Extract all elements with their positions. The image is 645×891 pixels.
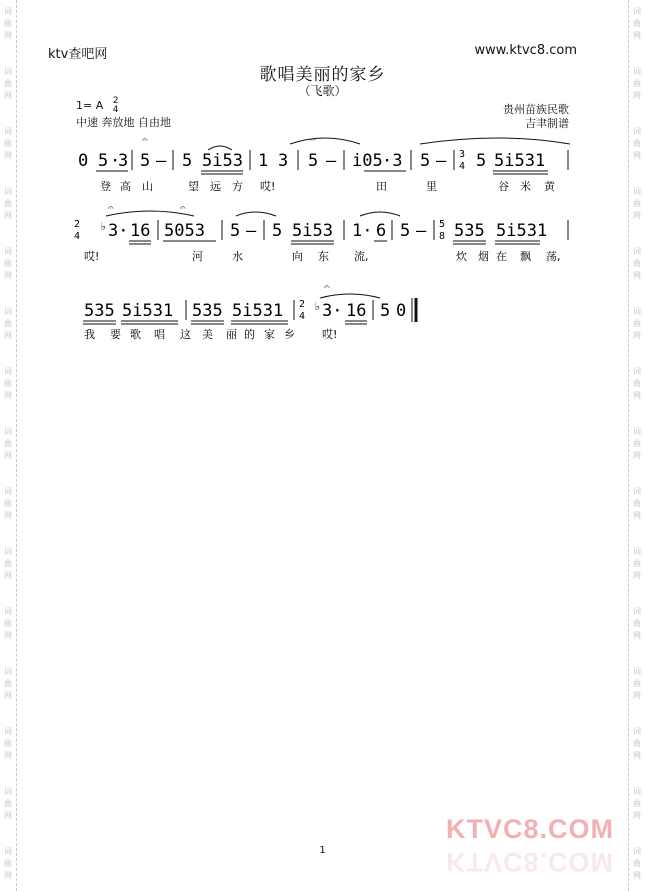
margin-stamp: 网 [4,391,12,400]
margin-stamp: 词 [4,547,12,556]
margin-stamp: 网 [633,571,641,580]
watermark-logo: KTVC8.COM [446,814,615,844]
margin-stamp: 曲 [633,679,641,688]
lyrics-line-1 [100,179,556,193]
time-sig: 2 [299,299,306,310]
margin-stamp: 词 [4,487,12,496]
fermata-icon: 𝄐 [108,203,114,214]
note: 5 [272,221,283,241]
note: 535 [454,221,485,241]
note: 3· [322,301,343,321]
note: 5053 [164,221,205,241]
margin-stamp: 网 [4,271,12,280]
note: 3 [118,151,129,171]
margin-stamp: 词 [633,787,641,796]
note: · [110,151,121,171]
margin-stamp: 曲 [4,139,12,148]
lyric: 流, [354,250,369,263]
note: – [156,151,167,171]
song-title: 歌唱美丽的家乡 [259,65,386,85]
time-sig: 4 [74,231,81,242]
margin-stamp: 网 [4,571,12,580]
fermata-icon: 𝄐 [324,282,330,293]
margin-stamp: 曲 [633,499,641,508]
lyric: 哎! [322,328,338,341]
lyric: 远 [210,180,221,193]
margin-stamp: 词 [633,307,641,316]
lyric: 哎! [84,250,100,263]
margin-stamp: 词 [4,847,12,856]
margin-stamp: 曲 [4,499,12,508]
song-arranger: 吉聿制谱 [525,117,569,130]
margin-stamp: 词 [4,727,12,736]
margin-stamp: 词 [4,307,12,316]
lyric: 丽 [226,328,237,341]
margin-stamp: 曲 [4,739,12,748]
time-sig: 8 [439,231,446,242]
note: – [246,221,257,241]
margin-stamp: 网 [4,751,12,760]
score-line-3 [83,282,416,324]
lyric: 望 [188,180,199,193]
margin-stamp: 曲 [4,859,12,868]
margin-stamp: 词 [633,427,641,436]
score-line-2 [74,203,568,244]
note: 0 [78,151,89,171]
lyric: 要 [110,328,121,341]
note: 5 [476,151,487,171]
note: 535 [192,301,223,321]
note: 5i531 [122,301,174,321]
margin-stamp: 词 [4,787,12,796]
margin-stamp: 曲 [633,619,641,628]
margin-stamp: 词 [633,7,641,16]
note: 5i531 [232,301,284,321]
margin-stamp: 词 [633,667,641,676]
lyric: 米 [520,180,531,193]
lyric: 山 [142,180,153,193]
time-sig: 2 [74,219,81,230]
song-source: 贵州苗族民歌 [503,103,569,116]
note: 535 [84,301,115,321]
margin-stamp: 曲 [4,259,12,268]
margin-stamp: 词 [4,667,12,676]
margin-stamp: 词 [4,607,12,616]
margin-stamp: 词 [633,187,641,196]
margin-stamp: 网 [633,31,641,40]
lyric: 向 [292,250,303,263]
page-number: 1 [319,845,326,856]
margin-stamp: 词 [633,547,641,556]
margin-stamp: 词 [633,67,641,76]
note: – [326,151,337,171]
time-sig-bottom: 4 [112,105,119,115]
margin-stamp: 曲 [633,439,641,448]
note: 16 [130,221,151,241]
lyric: 乡 [284,328,295,341]
margin-stamp: 曲 [4,439,12,448]
note: 5 [308,151,319,171]
time-sig: 5 [439,219,446,230]
lyric: 歌 [130,328,141,341]
margin-stamp: 曲 [633,319,641,328]
note: 1 [258,151,269,171]
margin-stamp: 曲 [633,139,641,148]
margin-stamp: 曲 [633,79,641,88]
lyrics-line-2 [84,249,561,263]
note: 5 [420,151,431,171]
margin-stamp: 词 [633,607,641,616]
margin-stamp: 网 [633,871,641,880]
margin-stamp: 网 [4,331,12,340]
margin-stamp: 网 [633,691,641,700]
note: 5 [230,221,241,241]
margin-stamp: 网 [4,811,12,820]
lyric: 里 [426,180,437,193]
lyric: 的 [244,328,255,341]
note: – [436,151,447,171]
fermata-icon: 𝄐 [310,135,316,146]
margin-stamp: 曲 [4,319,12,328]
margin-stamp: 曲 [4,79,12,88]
margin-stamp: 网 [633,331,641,340]
time-sig: 4 [299,311,306,322]
note: 0 [396,301,407,321]
score-line-1 [78,135,570,174]
margin-stamp: 词 [4,7,12,16]
lyric: 黄 [544,180,555,193]
lyric: 高 [120,180,131,193]
margin-stamp: 网 [4,91,12,100]
lyric: 我 [84,328,95,341]
lyric: 河 [192,250,203,263]
note: i05 [352,151,383,171]
margin-stamp: 词 [4,67,12,76]
flat-icon: ♭ [314,300,321,313]
margin-stamp: 曲 [633,379,641,388]
time-sig: 4 [459,161,466,172]
lyric: 炊 [456,250,467,263]
margin-stamp: 网 [4,871,12,880]
margin-stamp: 曲 [633,199,641,208]
lyric: 东 [318,250,329,263]
margin-stamp: 网 [633,211,641,220]
flat-icon: ♭ [100,220,107,233]
jianpu-score [70,130,590,354]
note: 5 [380,301,391,321]
margin-stamp: 网 [633,151,641,160]
margin-stamp: 词 [633,367,641,376]
note: 5i53 [292,221,333,241]
margin-stamp: 网 [633,811,641,820]
right-margin-strip [628,0,645,891]
margin-stamp: 曲 [4,199,12,208]
fermata-icon: 𝄐 [142,135,148,146]
margin-stamp: 曲 [4,19,12,28]
note: – [416,221,427,241]
watermark-reflection: KTVC8.COM [446,847,615,877]
lyric: 飘 [520,250,531,263]
lyric: 烟 [478,250,489,263]
margin-stamp: 曲 [633,739,641,748]
note: 5i531 [496,221,548,241]
margin-stamp: 网 [4,511,12,520]
margin-stamp: 网 [4,31,12,40]
margin-stamp: 词 [4,427,12,436]
margin-stamp: 网 [4,451,12,460]
score-svg [70,130,590,350]
lyric: 谷 [498,180,509,193]
margin-stamp: 词 [633,127,641,136]
note: 3 [278,151,289,171]
margin-stamp: 词 [633,487,641,496]
left-margin-strip [0,0,17,891]
note: 5 [140,151,151,171]
site-url-right: www.ktvc8.com [474,43,577,58]
margin-stamp: 网 [633,631,641,640]
lyric: 在 [496,250,507,263]
note: 3· [108,221,129,241]
song-subtitle: （飞歌） [298,84,347,98]
margin-stamp: 网 [633,271,641,280]
margin-stamp: 曲 [633,859,641,868]
margin-stamp: 词 [4,367,12,376]
note: 5 [182,151,193,171]
note: ·3 [382,151,403,171]
margin-stamp: 词 [633,727,641,736]
tempo-marking: 中速 奔放地 自由地 [76,116,171,129]
fermata-icon: 𝄐 [180,203,186,214]
margin-stamp: 词 [4,247,12,256]
margin-stamp: 曲 [633,559,641,568]
margin-stamp: 词 [633,247,641,256]
key-label: 1= A [76,99,104,112]
margin-stamp: 曲 [633,19,641,28]
margin-stamp: 曲 [4,799,12,808]
margin-stamp: 网 [4,211,12,220]
margin-stamp: 曲 [4,619,12,628]
margin-stamp: 曲 [4,679,12,688]
note: 16 [346,301,367,321]
margin-stamp: 网 [4,691,12,700]
note: 5i531 [494,151,546,171]
lyric: 美 [202,328,213,341]
lyric: 家 [264,328,275,341]
margin-stamp: 网 [4,631,12,640]
lyric: 登 [100,180,111,193]
lyrics-line-3 [84,327,337,341]
margin-stamp: 网 [633,751,641,760]
margin-stamp: 网 [633,391,641,400]
margin-stamp: 曲 [633,799,641,808]
lyric: 荡, [546,250,561,263]
margin-stamp: 曲 [4,559,12,568]
margin-stamp: 词 [4,127,12,136]
note: 5 [400,221,411,241]
note: 6 [376,221,387,241]
site-name-left: ktv查吧网 [48,47,108,62]
margin-stamp: 词 [4,187,12,196]
key-signature [76,97,118,115]
lyric: 水 [232,250,243,263]
margin-stamp: 网 [633,451,641,460]
margin-stamp: 网 [4,151,12,160]
time-sig-top: 2 [112,96,119,106]
margin-stamp: 网 [633,91,641,100]
lyric: 方 [232,180,243,193]
note: 1· [352,221,373,241]
time-sig: 3 [459,149,466,160]
lyric: 田 [376,180,387,193]
note: 5 [98,151,109,171]
margin-stamp: 曲 [633,259,641,268]
margin-stamp: 网 [633,511,641,520]
lyric: 这 [180,328,191,341]
lyric: 唱 [154,328,165,341]
margin-stamp: 曲 [4,379,12,388]
lyric: 哎! [260,180,276,193]
margin-stamp: 词 [633,847,641,856]
note: 5i53 [202,151,243,171]
